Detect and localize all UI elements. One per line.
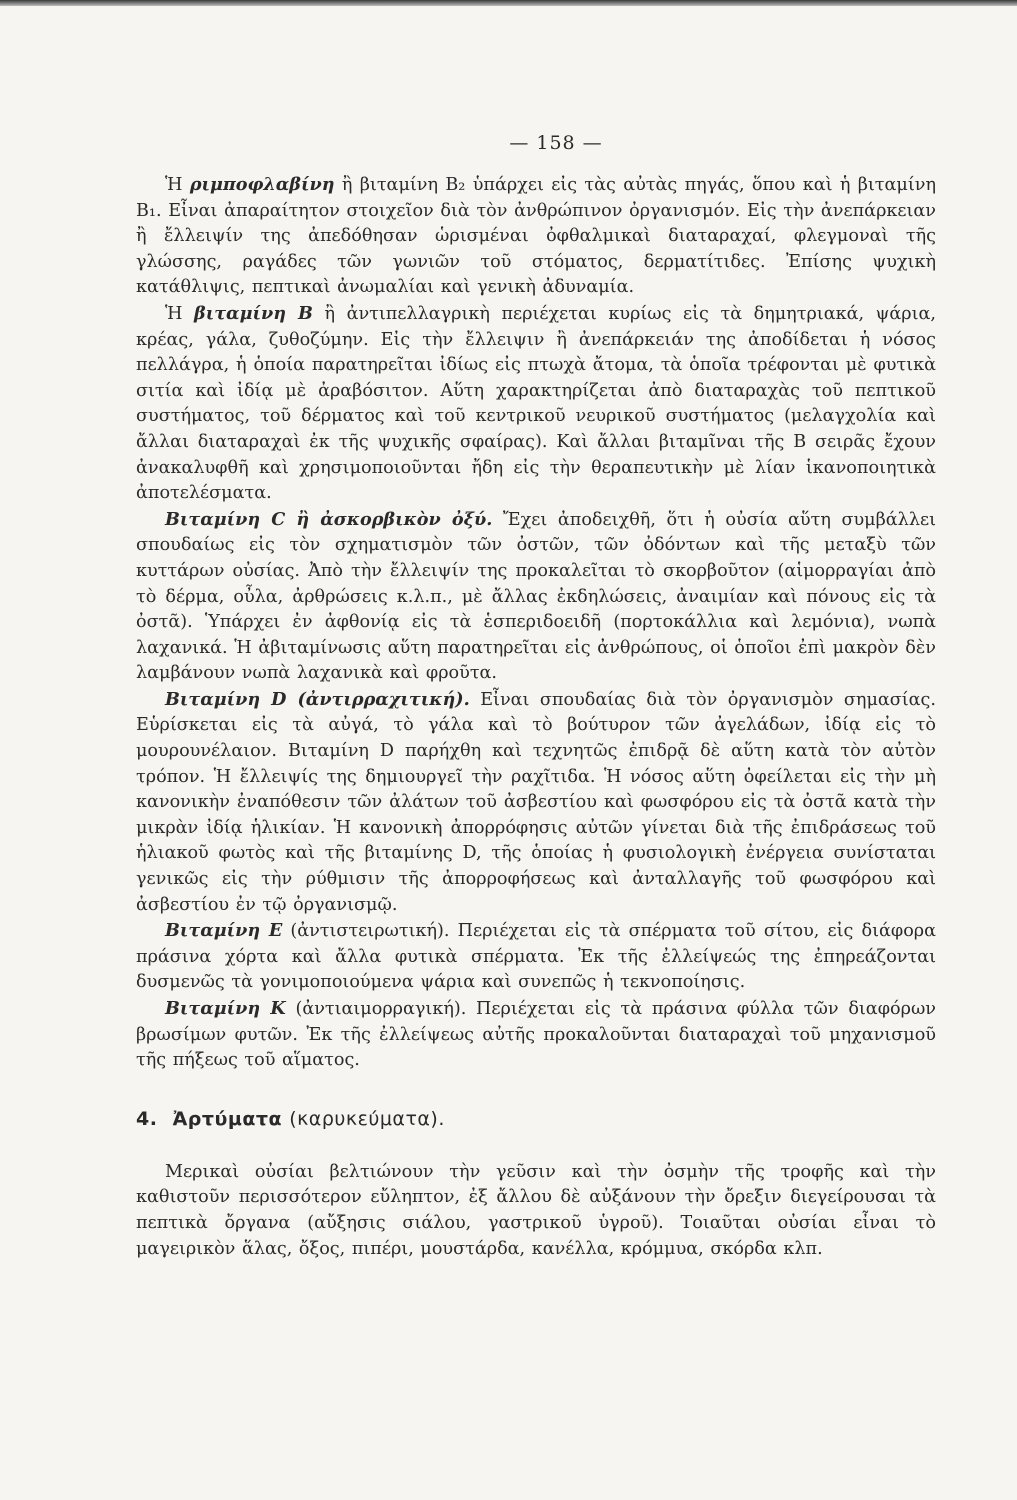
paragraph-text: (ἀντιαιμορραγική). Περιέχεται εἰς τὰ πράσινα φύλλα τῶν διαφόρων βρωσίμων φυτῶν. Ἐκ τῆς ἐλλείψεως αὐτῆς προκαλοῦνται διαταραχαὶ τοῦ μηχανισμοῦ τῆς πήξεως τοῦ αἵματος. xyxy=(136,999,936,1071)
term-vitamin-b: βιταμίνη B xyxy=(194,302,313,324)
paragraph-riboflavin xyxy=(136,172,936,301)
term-vitamin-c: Βιταμίνη C ἢ ἀσκορβικὸν ὀξύ. xyxy=(165,508,493,530)
paragraph-text: ἢ ἀντιπελλαγρικὴ περιέχεται κυρίως εἰς τὰ δημητριακά, ψάρια, κρέας, γάλα, ζυθοζύμην. Εἰς τὴν ἔλλειψιν ἢ ἀνεπάρκειάν της ἀποδίδεται ἡ νόσος πελλάγρα, ἡ ὁποία παρατηρεῖται ἰδίως εἰς πτωχὰ ἄτομα, τὰ ὁποῖα τρέφονται μὲ φυτικὰ σιτία καὶ ἰδίᾳ μὲ ἀραβόσιτον. Αὕτη χαρακτηρίζεται ἀπὸ διαταραχὰς τοῦ πεπτικοῦ συστήματος, τοῦ δέρματος καὶ τοῦ κεντρικοῦ νευρικοῦ συστήματος (μελαγχολία καὶ ἄλλαι διαταραχαὶ ἐκ τῆς ψυχικῆς σφαίρας). Καὶ ἄλλαι βιταμῖναι τῆς B σειρᾶς ἔχουν ἀνακαλυφθῆ καὶ χρησιμοποιοῦνται ἤδη εἰς τὴν θεραπευτικὴν μὲ λίαν ἱκανοποιητικὰ ἀποτελέσματα. xyxy=(136,303,936,504)
section-subtitle: (καρυκεύματα). xyxy=(289,1107,445,1130)
paragraph-prefix: Ἡ xyxy=(165,303,195,324)
paragraph-vitamin-c xyxy=(136,507,936,687)
paragraph-text: ἢ βιταμίνη B₂ ὑπάρχει εἰς τὰς αὐτὰς πηγάς, ὅπου καὶ ἡ βιταμίνη B₁. Εἶναι ἀπαραίτητον στοιχεῖον διὰ τὸν ἀνθρώπινον ὀργανισμόν. Εἰς τὴν ἀνεπάρκειαν ἢ ἔλλειψίν της ἀπεδόθησαν ὡρισμέναι ὀφθαλμικαὶ διαταραχαί, φλεγμοναὶ τῆς γλώσσης, ραγάδες τῶν γωνιῶν τοῦ στόματος, δερματίτιδες. Ἐπίσης ψυχικὴ κατάθλιψις, πεπτικαὶ ἀνωμαλίαι καὶ γενικὴ ἀδυναμία. xyxy=(136,175,936,298)
paragraph-text: Ἔχει ἀποδειχθῆ, ὅτι ἡ οὐσία αὕτη συμβάλλει σπουδαίως εἰς τὸν σχηματισμὸν τῶν ὀστῶν, τῶν ὀδόντων καὶ τῆς μεταξὺ τῶν κυττάρων οὐσίας. Ἀπὸ τὴν ἔλλειψίν της προκαλεῖται τὸ σκορβοῦτον (αἱμορραγίαι ἀπὸ τὸ δέρμα, οὖλα, ἀρθρώσεις κ.λ.π., μὲ ἄλλας ἐκδηλώσεις, ἀναιμίαν καὶ πόνους εἰς τὰ ὀστᾶ). Ὑπάρχει ἐν ἀφθονίᾳ εἰς τὰ ἑσπεριδοειδῆ (πορτοκάλλια καὶ λεμόνια), νωπὰ λαχανικά. Ἡ ἀβιταμίνωσις αὕτη παρατηρεῖται εἰς ἀνθρώπους, οἱ ὁποῖοι ἐπὶ μακρὸν δὲν λαμβάνουν νωπὰ λαχανικὰ καὶ φροῦτα. xyxy=(136,509,936,684)
term-riboflavin: ριμποφλαβίνη xyxy=(189,174,335,195)
scan-top-edge xyxy=(0,0,1017,6)
paragraph-text: (ἀντιστειρωτική). Περιέχεται εἰς τὰ σπέρματα τοῦ σίτου, εἰς διάφορα πράσινα χόρτα καὶ ἄλλα φυτικὰ σπέρματα. Ἐκ τῆς ἐλλείψεώς της ἐπηρεάζονται δυσμενῶς τὰ γονιμοποιούμενα ψάρια καὶ συνεπῶς ἡ τεκνοποίησις. xyxy=(136,921,937,993)
term-vitamin-k: Βιταμίνη K xyxy=(165,998,286,1019)
document-page xyxy=(136,132,936,1262)
paragraph-vitamin-k xyxy=(136,996,936,1074)
paragraph-vitamin-d xyxy=(136,687,936,918)
paragraph-vitamin-b xyxy=(136,301,936,507)
term-vitamin-d: Βιταμίνη D (ἀντιρραχιτική). xyxy=(165,688,470,710)
section-heading xyxy=(136,1108,936,1130)
paragraph-prefix: Ἡ xyxy=(165,175,190,195)
paragraph-condiments: Μερικαὶ οὐσίαι βελτιώνουν τὴν γεῦσιν καὶ τὴν ὀσμὴν τῆς τροφῆς καὶ τὴν καθιστοῦν περισσότερον εὔληπτον, ἐξ ἄλλου δὲ αὐξάνουν τὴν ὄρεξιν διεγείρουσαι τὰ πεπτικὰ ὄργανα (αὔξησις σιάλου, γαστρικοῦ ὑγροῦ). Τοιαῦται οὐσίαι εἶναι τὸ μαγειρικὸν ἅλας, ὄξος, πιπέρι, μουστάρδα, κανέλλα, κρόμμυα, σκόρδα κλπ. xyxy=(136,1161,936,1259)
paragraph-text: Εἶναι σπουδαίας διὰ τὸν ὀργανισμὸν σημασίας. Εὑρίσκεται εἰς τὰ αὐγά, τὸ γάλα καὶ τὸ βούτυρον τῶν ἀγελάδων, ἰδίᾳ εἰς τὸ μουρουνέλαιον. Βιταμίνη D παρήχθη καὶ τεχνητῶς ἐπιδρᾷ δὲ αὕτη κατὰ τὸν αὐτὸν τρόπον. Ἡ ἔλλειψίς της δημιουργεῖ τὴν ραχῖτιδα. Ἡ νόσος αὕτη ὀφείλεται εἰς τὴν μὴ κανονικὴν ἐναπόθεσιν τῶν ἀλάτων τοῦ ἀσβεστίου καὶ φωσφόρου εἰς τὰ ὀστᾶ κατὰ τὴν μικρὰν ἰδίᾳ ἡλικίαν. Ἡ κανονικὴ ἀπορρόφησις αὐτῶν γίνεται διὰ τῆς ἐπιδράσεως τοῦ ἡλιακοῦ φωτὸς καὶ τῆς βιταμίνης D, τῆς ὁποίας ἡ φυσιολογικὴ ἐνέργεια συνίσταται γενικῶς εἰς τὴν ρύθμισιν τῆς ἀπορροφήσεως καὶ ἀνταλλαγῆς τοῦ φωσφόρου καὶ ἀσβεστίου ἐν τῷ ὀργανισμῷ. xyxy=(136,689,937,915)
section-title: Ἀρτύματα xyxy=(172,1107,283,1130)
section-number: 4. xyxy=(136,1107,158,1130)
paragraph-vitamin-e xyxy=(136,918,936,996)
term-vitamin-e: Βιταμίνη E xyxy=(165,920,283,942)
page-number: — 158 — xyxy=(509,132,603,154)
